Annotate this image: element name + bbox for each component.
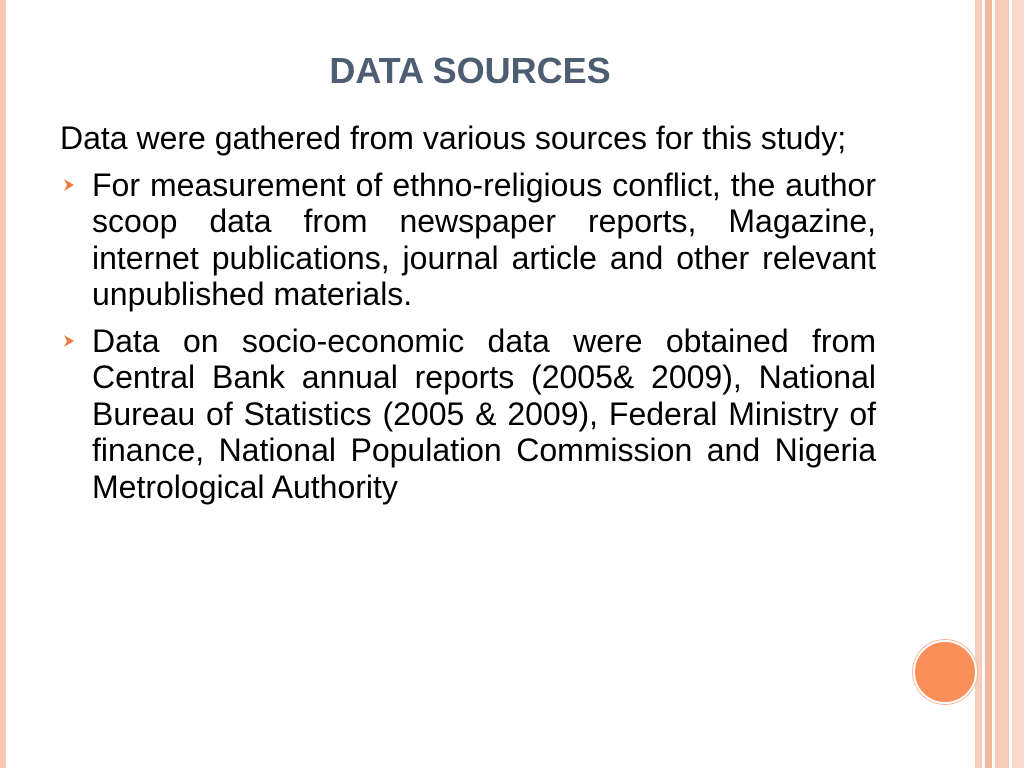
bullet-item [62, 167, 876, 313]
intro-paragraph: Data were gathered from various sources for this study; [60, 120, 847, 156]
slide-body [62, 120, 876, 505]
slide-title: DATA SOURCES [329, 50, 611, 91]
bullet-text: For measurement of ethno-religious conflict, the author scoop data from newspaper reports, Magazine, internet publications, journal article and other relevant unpublished materials. [92, 166, 876, 312]
arrow-bullet-icon [62, 334, 76, 348]
stripe [975, 0, 982, 768]
stripe [985, 0, 992, 768]
stripe [1012, 0, 1024, 768]
stripe [995, 0, 1009, 768]
orange-circle-decoration [913, 640, 977, 704]
bullet-text: Data on socio-economic data were obtained from Central Bank annual reports (2005& 2009), National Bureau of Statistics (2005 & 2009), Federal Ministry of finance, National Population Commission and Nigeria Metrological Authority [92, 322, 876, 505]
arrow-bullet-icon [62, 178, 76, 192]
left-border-decoration [0, 0, 6, 768]
bullet-item [62, 323, 876, 506]
right-stripes-decoration [975, 0, 1024, 768]
